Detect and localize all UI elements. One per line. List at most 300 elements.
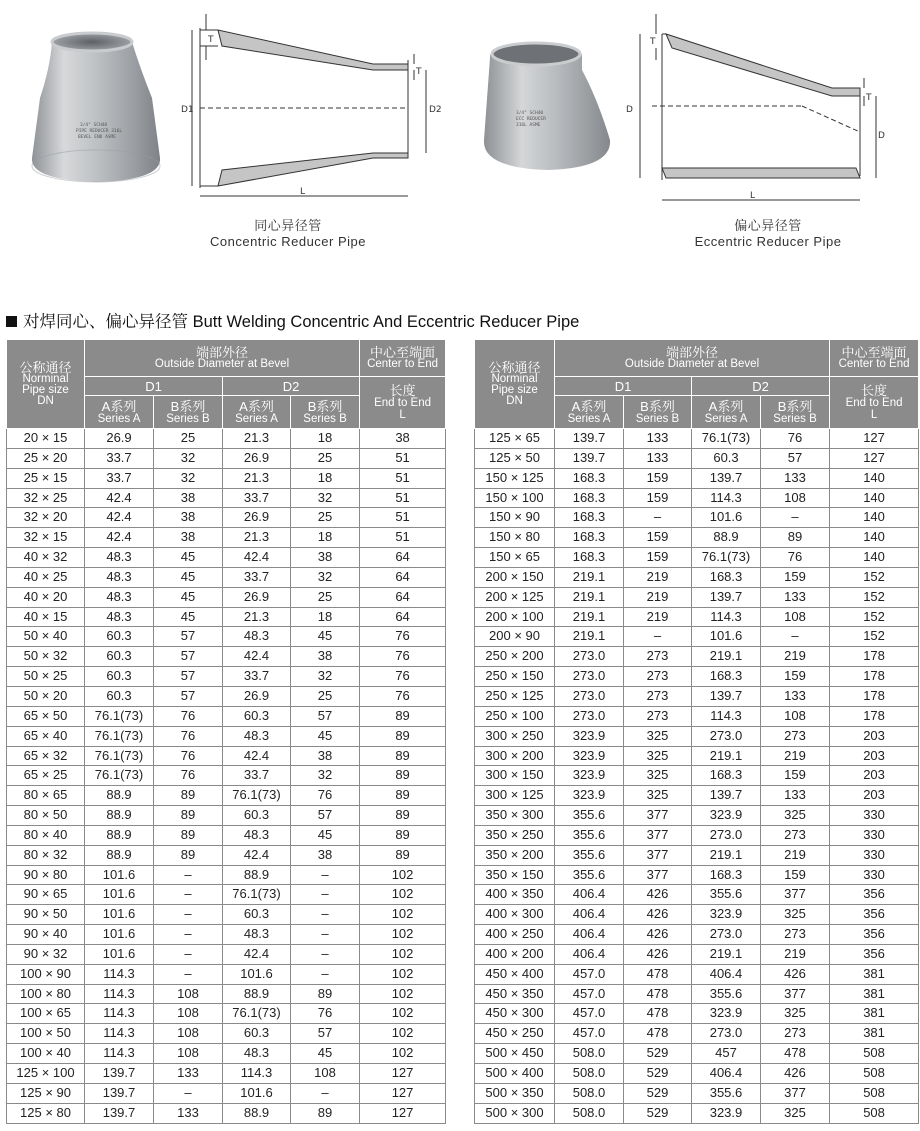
cell-dn: 400 × 350 <box>475 885 555 905</box>
cell-d1-series-b: 478 <box>624 964 692 984</box>
table-row <box>7 548 446 568</box>
cell-d1-series-a: 101.6 <box>85 925 154 945</box>
cell-d2-series-b: – <box>291 964 360 984</box>
dim-label-t1: T <box>208 35 214 45</box>
cell-d2-series-b: 133 <box>761 786 830 806</box>
cell-length: 89 <box>360 706 446 726</box>
table-row <box>7 667 446 687</box>
table-row <box>475 429 919 449</box>
cell-d1-series-b: 45 <box>154 587 223 607</box>
cell-dn: 90 × 32 <box>7 944 85 964</box>
cell-length: 102 <box>360 1024 446 1044</box>
cell-d2-series-b: 325 <box>761 1004 830 1024</box>
cell-dn: 100 × 90 <box>7 964 85 984</box>
table-row <box>7 488 446 508</box>
cell-d1-series-b: 133 <box>154 1064 223 1084</box>
cell-length: 330 <box>830 825 919 845</box>
cell-d1-series-a: 508.0 <box>555 1103 624 1123</box>
cell-d1-series-b: 38 <box>154 528 223 548</box>
cell-d1-series-b: 377 <box>624 845 692 865</box>
table-row <box>7 746 446 766</box>
table-row <box>7 786 446 806</box>
cell-d2-series-a: 48.3 <box>223 1044 291 1064</box>
cell-d1-series-b: 45 <box>154 567 223 587</box>
cell-length: 140 <box>830 548 919 568</box>
cell-length: 76 <box>360 647 446 667</box>
cell-d2-series-a: 76.1(73) <box>223 786 291 806</box>
section-title <box>6 308 579 332</box>
table-row <box>475 786 919 806</box>
table-row <box>475 667 919 687</box>
cell-length: 140 <box>830 468 919 488</box>
cell-d2-series-a: 48.3 <box>223 925 291 945</box>
cell-d1-series-b: 426 <box>624 905 692 925</box>
cell-d2-series-a: 457 <box>692 1044 761 1064</box>
cell-d2-series-b: 159 <box>761 766 830 786</box>
cell-dn: 450 × 400 <box>475 964 555 984</box>
cell-d2-series-a: 42.4 <box>223 944 291 964</box>
cell-dn: 100 × 40 <box>7 1044 85 1064</box>
cell-length: 356 <box>830 944 919 964</box>
cell-d2-series-b: 377 <box>761 885 830 905</box>
cell-d2-series-b: 38 <box>291 746 360 766</box>
cell-d2-series-a: 48.3 <box>223 825 291 845</box>
cell-dn: 350 × 300 <box>475 806 555 826</box>
cell-d1-series-a: 48.3 <box>85 548 154 568</box>
cell-length: 508 <box>830 1103 919 1123</box>
table-row <box>7 1083 446 1103</box>
cell-d2-series-b: 25 <box>291 587 360 607</box>
cell-dn: 65 × 25 <box>7 766 85 786</box>
table-row <box>7 448 446 468</box>
header-d1-series-a: A系列 Series A <box>85 396 154 429</box>
cell-d1-series-a: 273.0 <box>555 706 624 726</box>
cell-length: 102 <box>360 925 446 945</box>
dim-label-length: L <box>750 191 756 201</box>
cell-d1-series-b: 273 <box>624 647 692 667</box>
cell-d2-series-b: 133 <box>761 587 830 607</box>
cell-d1-series-b: 478 <box>624 1024 692 1044</box>
header-d1: D1 <box>85 377 223 396</box>
cell-length: 89 <box>360 766 446 786</box>
cell-dn: 450 × 300 <box>475 1004 555 1024</box>
cell-d1-series-a: 406.4 <box>555 925 624 945</box>
cell-d2-series-b: 219 <box>761 746 830 766</box>
cell-d2-series-a: 60.3 <box>692 448 761 468</box>
cell-d1-series-a: 168.3 <box>555 548 624 568</box>
cell-d1-series-a: 323.9 <box>555 746 624 766</box>
cell-length: 51 <box>360 508 446 528</box>
cell-dn: 125 × 80 <box>7 1103 85 1123</box>
table-row <box>475 448 919 468</box>
cell-d1-series-a: 42.4 <box>85 508 154 528</box>
cell-d2-series-a: 21.3 <box>223 468 291 488</box>
cell-length: 64 <box>360 607 446 627</box>
cell-d2-series-a: 60.3 <box>223 1024 291 1044</box>
cell-d1-series-b: 133 <box>624 429 692 449</box>
cell-d1-series-b: 38 <box>154 508 223 528</box>
table-row <box>475 726 919 746</box>
cell-d2-series-b: – <box>291 925 360 945</box>
cell-dn: 125 × 100 <box>7 1064 85 1084</box>
cell-d2-series-b: – <box>761 508 830 528</box>
cell-d1-series-b: – <box>154 885 223 905</box>
cell-d1-series-a: 76.1(73) <box>85 726 154 746</box>
cell-length: 102 <box>360 1044 446 1064</box>
cell-d1-series-a: 60.3 <box>85 667 154 687</box>
table-row <box>7 726 446 746</box>
cell-d1-series-b: 76 <box>154 706 223 726</box>
cell-length: 102 <box>360 885 446 905</box>
cell-dn: 150 × 80 <box>475 528 555 548</box>
table-row <box>475 885 919 905</box>
cell-d2-series-b: – <box>291 1083 360 1103</box>
cell-d1-series-a: 60.3 <box>85 686 154 706</box>
cell-length: 89 <box>360 825 446 845</box>
cell-d2-series-a: 88.9 <box>223 1103 291 1123</box>
cell-d2-series-a: 273.0 <box>692 1024 761 1044</box>
dim-label-d1: D1 <box>181 105 194 115</box>
table-row <box>475 944 919 964</box>
cell-d1-series-b: 529 <box>624 1083 692 1103</box>
dim-label-t2: T <box>866 93 872 103</box>
cell-d2-series-b: 32 <box>291 567 360 587</box>
cell-d1-series-a: 219.1 <box>555 587 624 607</box>
cell-d2-series-b: 57 <box>291 1024 360 1044</box>
cell-d1-series-b: 108 <box>154 1044 223 1064</box>
cell-d1-series-a: 457.0 <box>555 984 624 1004</box>
cell-dn: 125 × 90 <box>7 1083 85 1103</box>
cell-dn: 50 × 40 <box>7 627 85 647</box>
table-body-right <box>475 429 919 1124</box>
cell-d1-series-b: – <box>154 944 223 964</box>
eccentric-caption-en: Eccentric Reducer Pipe <box>694 234 842 249</box>
cell-dn: 250 × 200 <box>475 647 555 667</box>
cell-d1-series-a: 88.9 <box>85 806 154 826</box>
cell-d2-series-b: 45 <box>291 627 360 647</box>
cell-d2-series-b: 45 <box>291 726 360 746</box>
cell-d1-series-a: 101.6 <box>85 885 154 905</box>
cell-d2-series-a: 114.3 <box>223 1064 291 1084</box>
cell-dn: 80 × 65 <box>7 786 85 806</box>
cell-d1-series-a: 508.0 <box>555 1044 624 1064</box>
cell-d1-series-a: 88.9 <box>85 786 154 806</box>
cell-dn: 40 × 15 <box>7 607 85 627</box>
cell-d1-series-a: 219.1 <box>555 567 624 587</box>
cell-length: 508 <box>830 1064 919 1084</box>
cell-length: 127 <box>830 448 919 468</box>
cell-d1-series-b: 133 <box>624 448 692 468</box>
cell-d1-series-a: 48.3 <box>85 607 154 627</box>
cell-d2-series-a: 139.7 <box>692 786 761 806</box>
cell-d1-series-a: 76.1(73) <box>85 706 154 726</box>
cell-d1-series-a: 33.7 <box>85 468 154 488</box>
cell-d2-series-a: 76.1(73) <box>223 885 291 905</box>
cell-length: 381 <box>830 964 919 984</box>
cell-d2-series-b: 133 <box>761 686 830 706</box>
photo-marking-line-2: PIPE REDUCER 316L <box>76 129 123 134</box>
cell-d2-series-b: 219 <box>761 845 830 865</box>
cell-d1-series-b: – <box>624 508 692 528</box>
table-row <box>475 1044 919 1064</box>
table-row <box>475 647 919 667</box>
table-row <box>7 1103 446 1123</box>
dim-label-length: L <box>300 187 306 197</box>
cell-d2-series-b: 159 <box>761 865 830 885</box>
cell-d2-series-a: 323.9 <box>692 905 761 925</box>
cell-d2-series-b: 426 <box>761 1064 830 1084</box>
cell-d1-series-a: 42.4 <box>85 488 154 508</box>
table-row <box>7 706 446 726</box>
table-row <box>7 944 446 964</box>
cell-d2-series-b: 25 <box>291 686 360 706</box>
cell-d1-series-b: 57 <box>154 627 223 647</box>
table-row <box>7 587 446 607</box>
cell-dn: 90 × 50 <box>7 905 85 925</box>
cell-d2-series-a: 168.3 <box>692 865 761 885</box>
cell-d2-series-b: 45 <box>291 825 360 845</box>
table-row <box>7 1024 446 1044</box>
header-center-to-end: 中心至端面 Center to End <box>830 340 919 377</box>
cell-d2-series-a: 323.9 <box>692 1004 761 1024</box>
cell-d1-series-b: 45 <box>154 548 223 568</box>
cell-dn: 500 × 400 <box>475 1064 555 1084</box>
cell-d1-series-a: 168.3 <box>555 468 624 488</box>
cell-dn: 65 × 32 <box>7 746 85 766</box>
table-row <box>7 647 446 667</box>
cell-dn: 50 × 25 <box>7 667 85 687</box>
cell-d2-series-b: 76 <box>761 548 830 568</box>
eccentric-caption <box>668 218 868 250</box>
header-d2: D2 <box>223 377 360 396</box>
table-row <box>475 686 919 706</box>
cell-d2-series-a: 323.9 <box>692 1103 761 1123</box>
cell-d2-series-a: 273.0 <box>692 925 761 945</box>
table-row <box>475 1103 919 1123</box>
cell-d2-series-a: 88.9 <box>692 528 761 548</box>
cell-d2-series-a: 33.7 <box>223 667 291 687</box>
header-outside-diameter: 端部外径 Outside Diameter at Bevel <box>85 340 360 377</box>
cell-dn: 80 × 50 <box>7 806 85 826</box>
cell-length: 102 <box>360 984 446 1004</box>
table-row <box>475 746 919 766</box>
cell-d2-series-b: 273 <box>761 925 830 945</box>
cell-d1-series-b: 325 <box>624 746 692 766</box>
table-row <box>475 766 919 786</box>
cell-d1-series-a: 457.0 <box>555 1004 624 1024</box>
cell-d1-series-a: 355.6 <box>555 806 624 826</box>
photo-marking-line-1: 3/4" SCH40 <box>516 111 544 116</box>
cell-d1-series-b: 273 <box>624 706 692 726</box>
concentric-caption <box>188 218 388 250</box>
cell-dn: 150 × 125 <box>475 468 555 488</box>
cell-d2-series-a: 355.6 <box>692 885 761 905</box>
cell-d1-series-b: 325 <box>624 726 692 746</box>
table-row <box>7 567 446 587</box>
cell-d2-series-a: 42.4 <box>223 845 291 865</box>
cell-d1-series-b: 159 <box>624 488 692 508</box>
table-row <box>475 1024 919 1044</box>
cell-d1-series-a: 273.0 <box>555 667 624 687</box>
cell-d1-series-a: 88.9 <box>85 825 154 845</box>
cell-d2-series-b: 25 <box>291 508 360 528</box>
cell-d2-series-a: 101.6 <box>223 964 291 984</box>
header-d1-series-b: B系列 Series B <box>154 396 223 429</box>
cell-d1-series-b: 325 <box>624 766 692 786</box>
cell-length: 51 <box>360 468 446 488</box>
cell-d2-series-a: 88.9 <box>223 865 291 885</box>
cell-d2-series-b: 325 <box>761 1103 830 1123</box>
cell-dn: 65 × 40 <box>7 726 85 746</box>
header-d1-series-b: B系列 Series B <box>624 396 692 429</box>
table-row <box>475 825 919 845</box>
cell-dn: 80 × 40 <box>7 825 85 845</box>
cell-d1-series-b: 377 <box>624 806 692 826</box>
cell-dn: 250 × 150 <box>475 667 555 687</box>
cell-d2-series-b: 273 <box>761 726 830 746</box>
cell-d1-series-b: 32 <box>154 448 223 468</box>
cell-length: 102 <box>360 944 446 964</box>
cell-d1-series-a: 26.9 <box>85 429 154 449</box>
cell-d1-series-b: 529 <box>624 1103 692 1123</box>
cell-d2-series-b: 325 <box>761 806 830 826</box>
cell-d1-series-b: 426 <box>624 925 692 945</box>
table-row <box>475 508 919 528</box>
dim-label-d1: D <box>626 105 633 115</box>
cell-d1-series-a: 114.3 <box>85 1044 154 1064</box>
section-title-text: 对焊同心、偏心异径管 Butt Welding Concentric And Eccentric Reducer Pipe <box>23 313 580 331</box>
cell-d1-series-b: – <box>154 964 223 984</box>
eccentric-reducer-drawing <box>622 8 902 213</box>
cell-d1-series-a: 139.7 <box>85 1103 154 1123</box>
cell-length: 152 <box>830 587 919 607</box>
table-row <box>475 1064 919 1084</box>
cell-dn: 32 × 20 <box>7 508 85 528</box>
cell-length: 38 <box>360 429 446 449</box>
cell-d2-series-b: 89 <box>761 528 830 548</box>
cell-d1-series-a: 139.7 <box>85 1064 154 1084</box>
cell-d2-series-b: 18 <box>291 607 360 627</box>
header-center-to-end: 中心至端面 Center to End <box>360 340 446 377</box>
header-length: 长度 End to End L <box>360 377 446 429</box>
cell-d1-series-a: 60.3 <box>85 627 154 647</box>
photo-marking-line-1: 3/4" SCH40 <box>80 123 108 128</box>
cell-d1-series-a: 406.4 <box>555 905 624 925</box>
cell-d1-series-b: 478 <box>624 984 692 1004</box>
cell-d1-series-a: 139.7 <box>555 429 624 449</box>
cell-d2-series-a: 42.4 <box>223 647 291 667</box>
cell-length: 152 <box>830 607 919 627</box>
cell-length: 330 <box>830 845 919 865</box>
cell-d1-series-a: 355.6 <box>555 845 624 865</box>
cell-d2-series-a: 219.1 <box>692 647 761 667</box>
cell-d2-series-a: 101.6 <box>692 508 761 528</box>
table-row <box>475 567 919 587</box>
cell-d2-series-b: 89 <box>291 1103 360 1123</box>
cell-d2-series-a: 219.1 <box>692 845 761 865</box>
cell-d2-series-a: 406.4 <box>692 1064 761 1084</box>
cell-d2-series-a: 48.3 <box>223 726 291 746</box>
dim-label-d2: D <box>878 131 885 141</box>
cell-d1-series-b: 159 <box>624 548 692 568</box>
cell-d2-series-a: 114.3 <box>692 488 761 508</box>
cell-length: 508 <box>830 1083 919 1103</box>
cell-length: 89 <box>360 746 446 766</box>
table-row <box>475 587 919 607</box>
header-d2-series-a: A系列 Series A <box>692 396 761 429</box>
cell-d2-series-b: 38 <box>291 845 360 865</box>
cell-d2-series-b: 57 <box>291 806 360 826</box>
cell-d2-series-a: 33.7 <box>223 766 291 786</box>
cell-d1-series-a: 101.6 <box>85 905 154 925</box>
cell-d2-series-a: 114.3 <box>692 607 761 627</box>
photo-marking-line-3: 316L ASME <box>516 123 541 128</box>
cell-d2-series-a: 42.4 <box>223 548 291 568</box>
cell-dn: 200 × 150 <box>475 567 555 587</box>
table-row <box>7 905 446 925</box>
cell-d2-series-a: 273.0 <box>692 726 761 746</box>
cell-d1-series-b: 45 <box>154 607 223 627</box>
cell-d1-series-b: 219 <box>624 587 692 607</box>
cell-d1-series-b: 325 <box>624 786 692 806</box>
cell-d1-series-a: 273.0 <box>555 647 624 667</box>
table-row <box>7 845 446 865</box>
cell-d2-series-a: 355.6 <box>692 1083 761 1103</box>
cell-d2-series-a: 21.3 <box>223 429 291 449</box>
cell-d1-series-a: 323.9 <box>555 766 624 786</box>
table-row <box>7 508 446 528</box>
cell-d2-series-a: 33.7 <box>223 567 291 587</box>
cell-length: 51 <box>360 528 446 548</box>
table-row <box>475 964 919 984</box>
cell-d2-series-a: 219.1 <box>692 746 761 766</box>
cell-d1-series-b: 76 <box>154 726 223 746</box>
table-row <box>7 1004 446 1024</box>
table-row <box>7 806 446 826</box>
cell-d2-series-b: 38 <box>291 548 360 568</box>
cell-d1-series-b: 133 <box>154 1103 223 1123</box>
cell-length: 102 <box>360 1004 446 1024</box>
cell-dn: 90 × 80 <box>7 865 85 885</box>
cell-d1-series-a: 101.6 <box>85 944 154 964</box>
cell-d1-series-a: 88.9 <box>85 845 154 865</box>
cell-d2-series-a: 139.7 <box>692 468 761 488</box>
cell-d2-series-b: 45 <box>291 1044 360 1064</box>
cell-dn: 400 × 200 <box>475 944 555 964</box>
header-length: 长度 End to End L <box>830 377 919 429</box>
cell-d1-series-a: 101.6 <box>85 865 154 885</box>
cell-d1-series-a: 33.7 <box>85 448 154 468</box>
header-dn: 公称通径 Norminal Pipe size DN <box>475 340 555 429</box>
cell-length: 76 <box>360 686 446 706</box>
eccentric-reducer-photo <box>478 30 618 178</box>
cell-d2-series-a: 406.4 <box>692 964 761 984</box>
cell-length: 127 <box>360 1083 446 1103</box>
cell-d1-series-b: 377 <box>624 825 692 845</box>
cell-dn: 125 × 65 <box>475 429 555 449</box>
dim-label-t2: T <box>416 67 422 77</box>
cell-dn: 250 × 100 <box>475 706 555 726</box>
cell-d1-series-b: 89 <box>154 845 223 865</box>
cell-length: 51 <box>360 488 446 508</box>
cell-length: 203 <box>830 786 919 806</box>
cell-dn: 50 × 32 <box>7 647 85 667</box>
cell-d2-series-b: 18 <box>291 429 360 449</box>
cell-length: 89 <box>360 845 446 865</box>
table-row <box>475 1083 919 1103</box>
cell-d1-series-a: 168.3 <box>555 488 624 508</box>
cell-d2-series-b: 32 <box>291 488 360 508</box>
